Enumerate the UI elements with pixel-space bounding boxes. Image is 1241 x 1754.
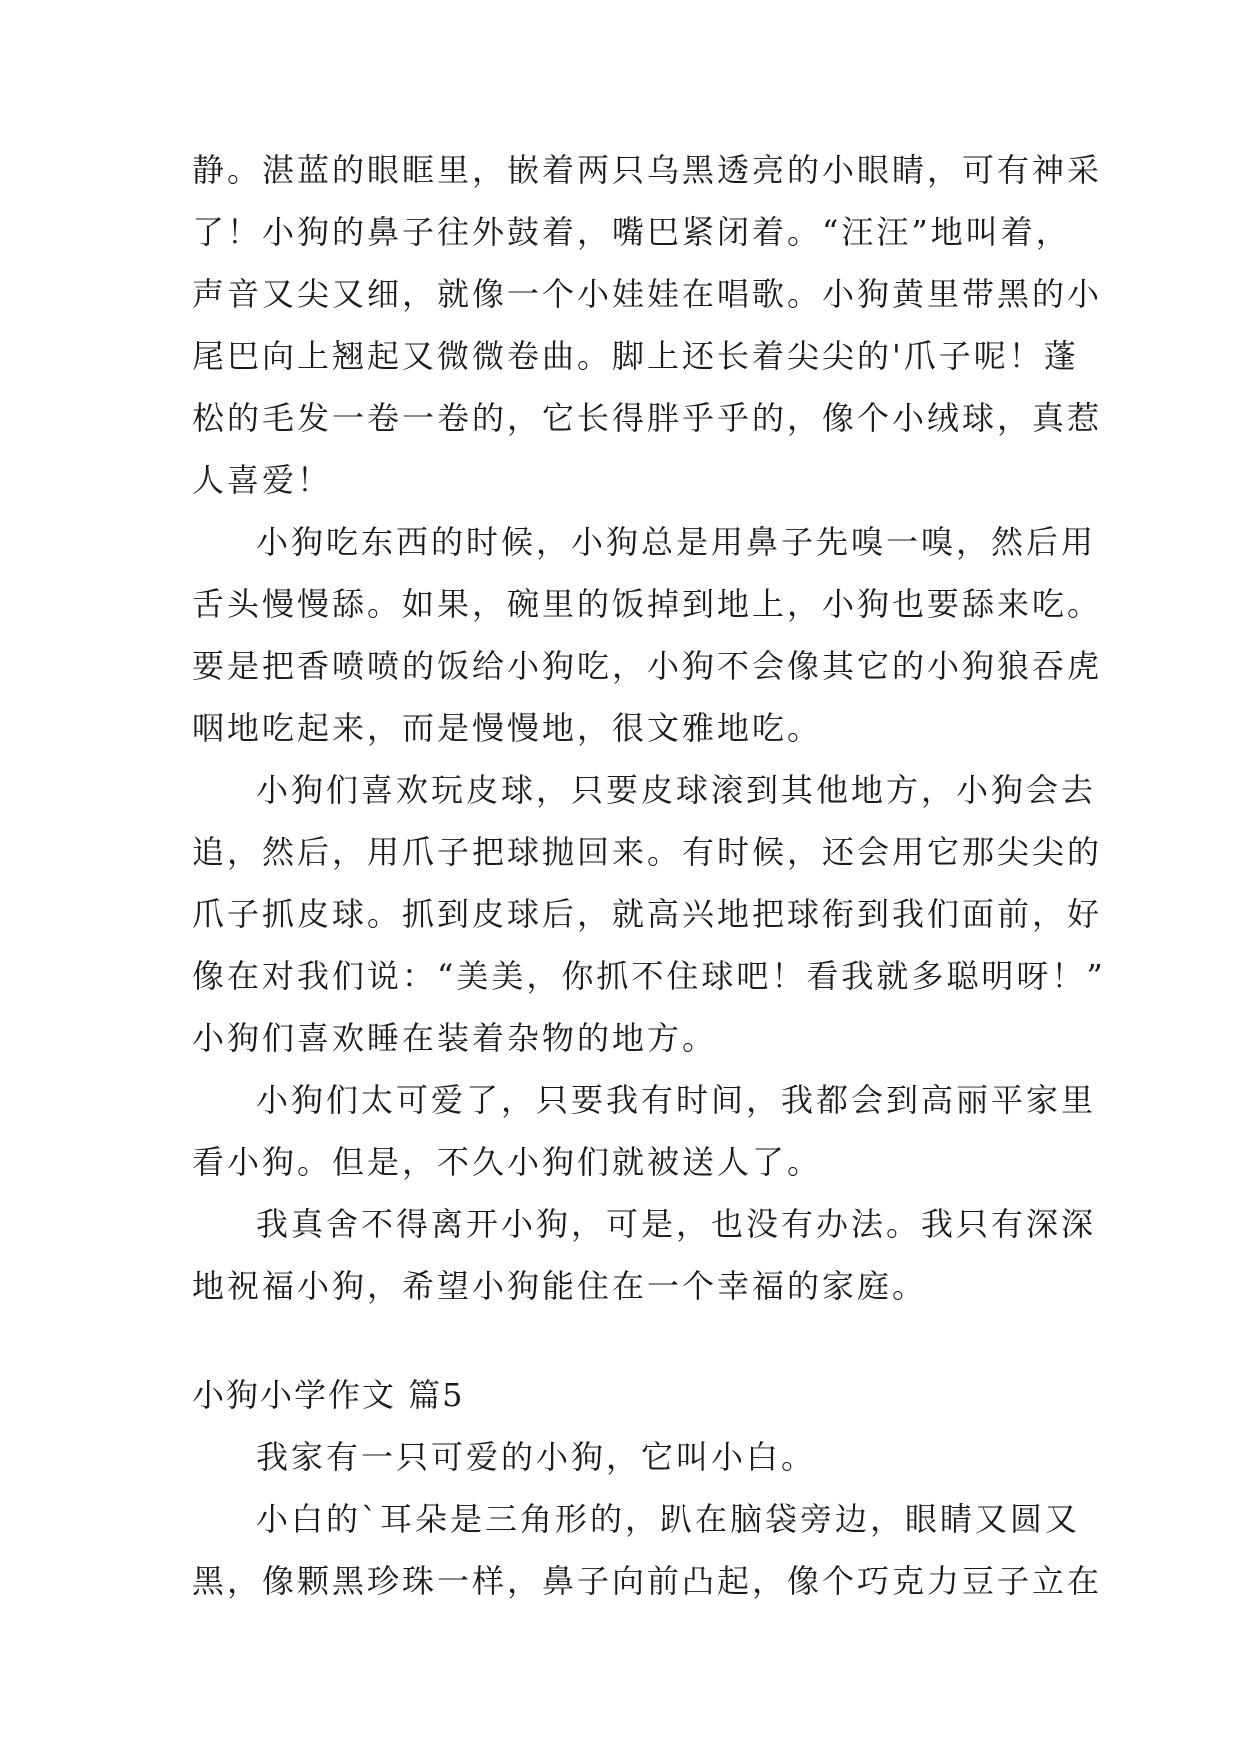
text-line: 地祝福小狗，希望小狗能住在一个幸福的家庭。 <box>192 1267 928 1305</box>
paragraph-first-line: 小狗们太可爱了，只要我有时间，我都会到高丽平家里 <box>256 1081 1097 1119</box>
section-heading: 小狗小学作文 篇5 <box>192 1376 465 1414</box>
text-line: 看小狗。但是，不久小狗们就被送人了。 <box>192 1143 823 1181</box>
text-line: 松的毛发一卷一卷的，它长得胖乎乎的，像个小绒球，真惹 <box>192 399 1103 437</box>
text-line: 追，然后，用爪子把球抛回来。有时候，还会用它那尖尖的 <box>192 833 1103 871</box>
paragraph-first-line: 我家有一只可爱的小狗，它叫小白。 <box>256 1438 817 1476</box>
paragraph-first-line: 我真舍不得离开小狗，可是，也没有办法。我只有深深 <box>256 1205 1097 1243</box>
text-line: 要是把香喷喷的饭给小狗吃，小狗不会像其它的小狗狼吞虎 <box>192 647 1103 685</box>
text-line: 爪子抓皮球。抓到皮球后，就高兴地把球衔到我们面前，好 <box>192 895 1103 933</box>
paragraph-first-line: 小白的`耳朵是三角形的，趴在脑袋旁边，眼睛又圆又 <box>256 1500 1081 1538</box>
text-line: 声音又尖又细，就像一个小娃娃在唱歌。小狗黄里带黑的小 <box>192 275 1103 313</box>
text-line: 黑，像颗黑珍珠一样，鼻子向前凸起，像个巧克力豆子立在 <box>192 1562 1103 1600</box>
text-line: 了！小狗的鼻子往外鼓着，嘴巴紧闭着。“汪汪”地叫着， <box>192 213 1071 251</box>
text-line: 静。湛蓝的眼眶里，嵌着两只乌黑透亮的小眼睛，可有神采 <box>192 151 1103 189</box>
text-line: 咽地吃起来，而是慢慢地，很文雅地吃。 <box>192 709 823 747</box>
text-line: 小狗们喜欢睡在装着杂物的地方。 <box>192 1019 718 1057</box>
paragraph-first-line: 小狗吃东西的时候，小狗总是用鼻子先嗅一嗅，然后用 <box>256 523 1097 561</box>
text-line: 尾巴向上翘起又微微卷曲。脚上还长着尖尖的'爪子呢！蓬 <box>192 337 1079 375</box>
text-line: 人喜爱！ <box>192 461 333 499</box>
paragraph-first-line: 小狗们喜欢玩皮球，只要皮球滚到其他地方，小狗会去 <box>256 771 1097 809</box>
text-line: 像在对我们说：“美美，你抓不住球吧！看我就多聪明呀！” <box>192 957 1106 995</box>
text-line: 舌头慢慢舔。如果，碗里的饭掉到地上，小狗也要舔来吃。 <box>192 585 1103 623</box>
